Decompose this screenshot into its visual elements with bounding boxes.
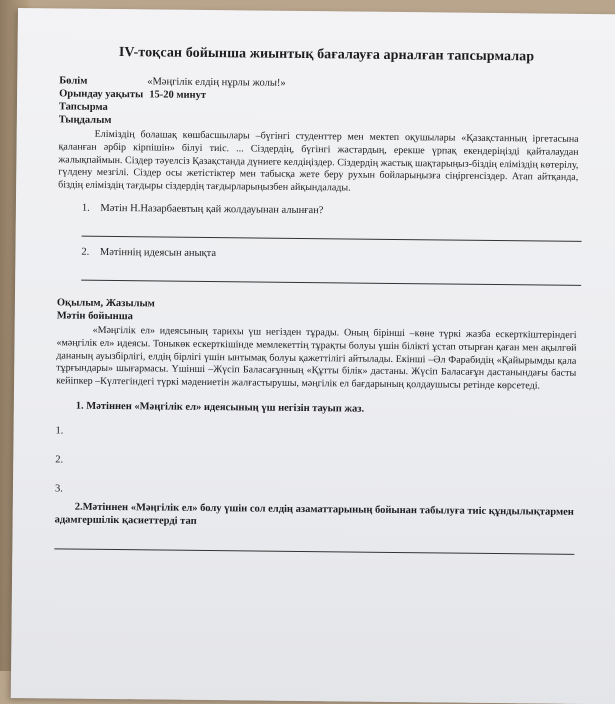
reading-text: «Мәңгілік ел» идеясының тарихы үш негізден тұрады. Оның біріншi –көне түркі жазба ескерткіштеріндегі «мәңгілік ел» идеясы. Тоныкөк ескерткішінде мемлекеттің тұрақты болуы үшін білікті ұстап отырған қаған мен ақылгөй дананың ауызбірлігі, елдің бірлігі үшін ынтымақ болуы қажеттілігі айтылады. Екінші –Әл Фарабидің «Қайырымды қала тұрғындары» шығармасы. Үшінші –Жүсіп Баласағұнның «Құтты білік» дастаны. Жүсіп Баласағұн дастанындағы басты кейіпкер –Күлтегіндегі түркі мәдениетін жалғастырушы, мәңгілік ел бағдарының қолдаушысы ретінде көрсетеді. xyxy=(56,324,577,392)
worksheet-content xyxy=(54,44,579,554)
task-label: Тапсырма xyxy=(58,101,108,113)
worksheet-paper xyxy=(11,8,615,704)
answer-line-1[interactable] xyxy=(82,236,582,242)
question-1-text: Мәтін Н.Назарбаевтың қай жолдауынан алынған? xyxy=(100,202,324,217)
answer-line-3[interactable] xyxy=(54,548,574,554)
listening-label: Тыңдалым xyxy=(58,114,112,126)
section-value: «Мәңгілік елдің нұрлы жолы!» xyxy=(147,76,286,89)
page-title: IV-тоқсан бойынша жиынтық бағалауға арналған тапсырмалар xyxy=(118,45,535,65)
time-label: Орындау уақыты xyxy=(59,88,144,101)
listening-text: Еліміздің болашақ көшбасшылары –бүгінгі студенттер мен мектеп оқушылары «Қазақстанның іргетасына қаланған әрбір кірпішін» білуі тиіс. ... Сіздердің, бүгінгі жастардың, ерекше үрпақ екендеріңізді қайталаудан жалықпаймын. Сіздер тәуелсіз Қазақстанда дүниеге келдіңіздер. Сіздердің жастық шақтарыңыз-біздің еліміздің көтерілу, гүлдену мезгілі. Сіздер осы жетістіктер мен табысқа жете беру рухын бойларыңызға сіңіргенсіздер. Атап айтқанда, біздің еліміздің тағдыры сіздердің тағдырларыңызбен айқындалады. xyxy=(58,128,579,194)
answer-number-2: 2. xyxy=(55,454,64,466)
answer-line-2[interactable] xyxy=(81,280,581,286)
question-2 xyxy=(81,247,577,263)
question-2-number: 2. xyxy=(81,246,90,258)
time-value: 15-20 минут xyxy=(149,89,207,101)
question-2-text: Мәтіннің идеясын анықта xyxy=(99,246,217,260)
answer-number-1: 1. xyxy=(55,425,64,437)
question-1-number: 1. xyxy=(81,202,90,214)
reading-subtitle: Мәтін бойынша xyxy=(56,310,133,323)
reading-task-1: 1. Мәтіннен «Мәңгілік ел» идеясының үш негізін тауып жаз. xyxy=(75,400,365,415)
question-1 xyxy=(82,203,578,219)
meta-block xyxy=(59,74,580,131)
reading-task-2: 2.Мәтіннен «Мәңгілік ел» болу үшін сол елдің азаматтарының бойынан табылуға тиіс құндылықтармен адамгершілік қасиеттерді тап xyxy=(54,501,574,527)
section-label: Бөлім xyxy=(59,75,88,87)
answer-number-3: 3. xyxy=(54,483,63,495)
reading-section-label: Оқылым, Жазылым xyxy=(56,297,155,310)
